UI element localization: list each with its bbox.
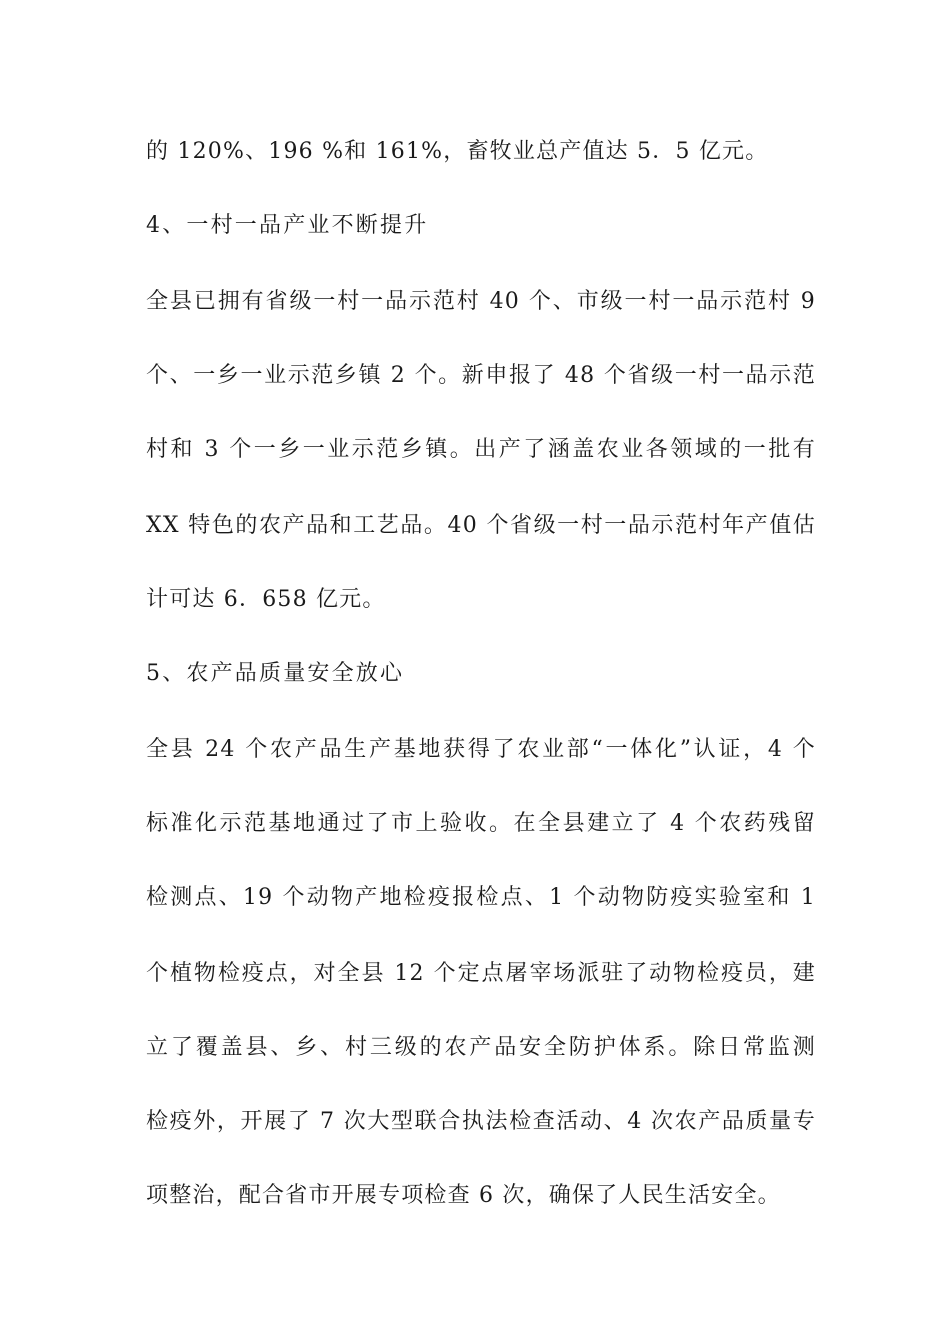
paragraph-line: 全县已拥有省级一村一品示范村 40 个、市级一村一品示范村 9 xyxy=(146,289,816,314)
paragraph-line: 全县 24 个农产品生产基地获得了农业部“一体化”认证，4 个 xyxy=(146,737,816,762)
paragraph-line: 立了覆盖县、乡、村三级的农产品安全防护体系。除日常监测 xyxy=(146,1035,816,1060)
paragraph-line: 项整治，配合省市开展专项检查 6 次，确保了人民生活安全。 xyxy=(146,1183,781,1208)
paragraph-line: 个植物检疫点，对全县 12 个定点屠宰场派驻了动物检疫员，建 xyxy=(146,961,816,986)
paragraph-line: 检疫外，开展了 7 次大型联合执法检查活动、4 次农产品质量专 xyxy=(146,1109,816,1134)
section-heading-4: 4、一村一品产业不断提升 xyxy=(146,213,429,238)
paragraph-line: 计可达 6．658 亿元。 xyxy=(146,587,386,612)
paragraph-line: 村和 3 个一乡一业示范乡镇。出产了涵盖农业各领域的一批有 xyxy=(146,437,816,462)
paragraph-line: XX 特色的农产品和工艺品。40 个省级一村一品示范村年产值估 xyxy=(146,513,816,538)
paragraph-line: 标准化示范基地通过了市上验收。在全县建立了 4 个农药残留 xyxy=(146,811,816,836)
paragraph-line: 检测点、19 个动物产地检疫报检点、1 个动物防疫实验室和 1 xyxy=(146,885,816,910)
paragraph-line: 个、一乡一业示范乡镇 2 个。新申报了 48 个省级一村一品示范 xyxy=(146,363,816,388)
paragraph-line: 的 120%、196 %和 161%，畜牧业总产值达 5．5 亿元。 xyxy=(146,139,769,164)
section-heading-5: 5、农产品质量安全放心 xyxy=(146,661,405,686)
